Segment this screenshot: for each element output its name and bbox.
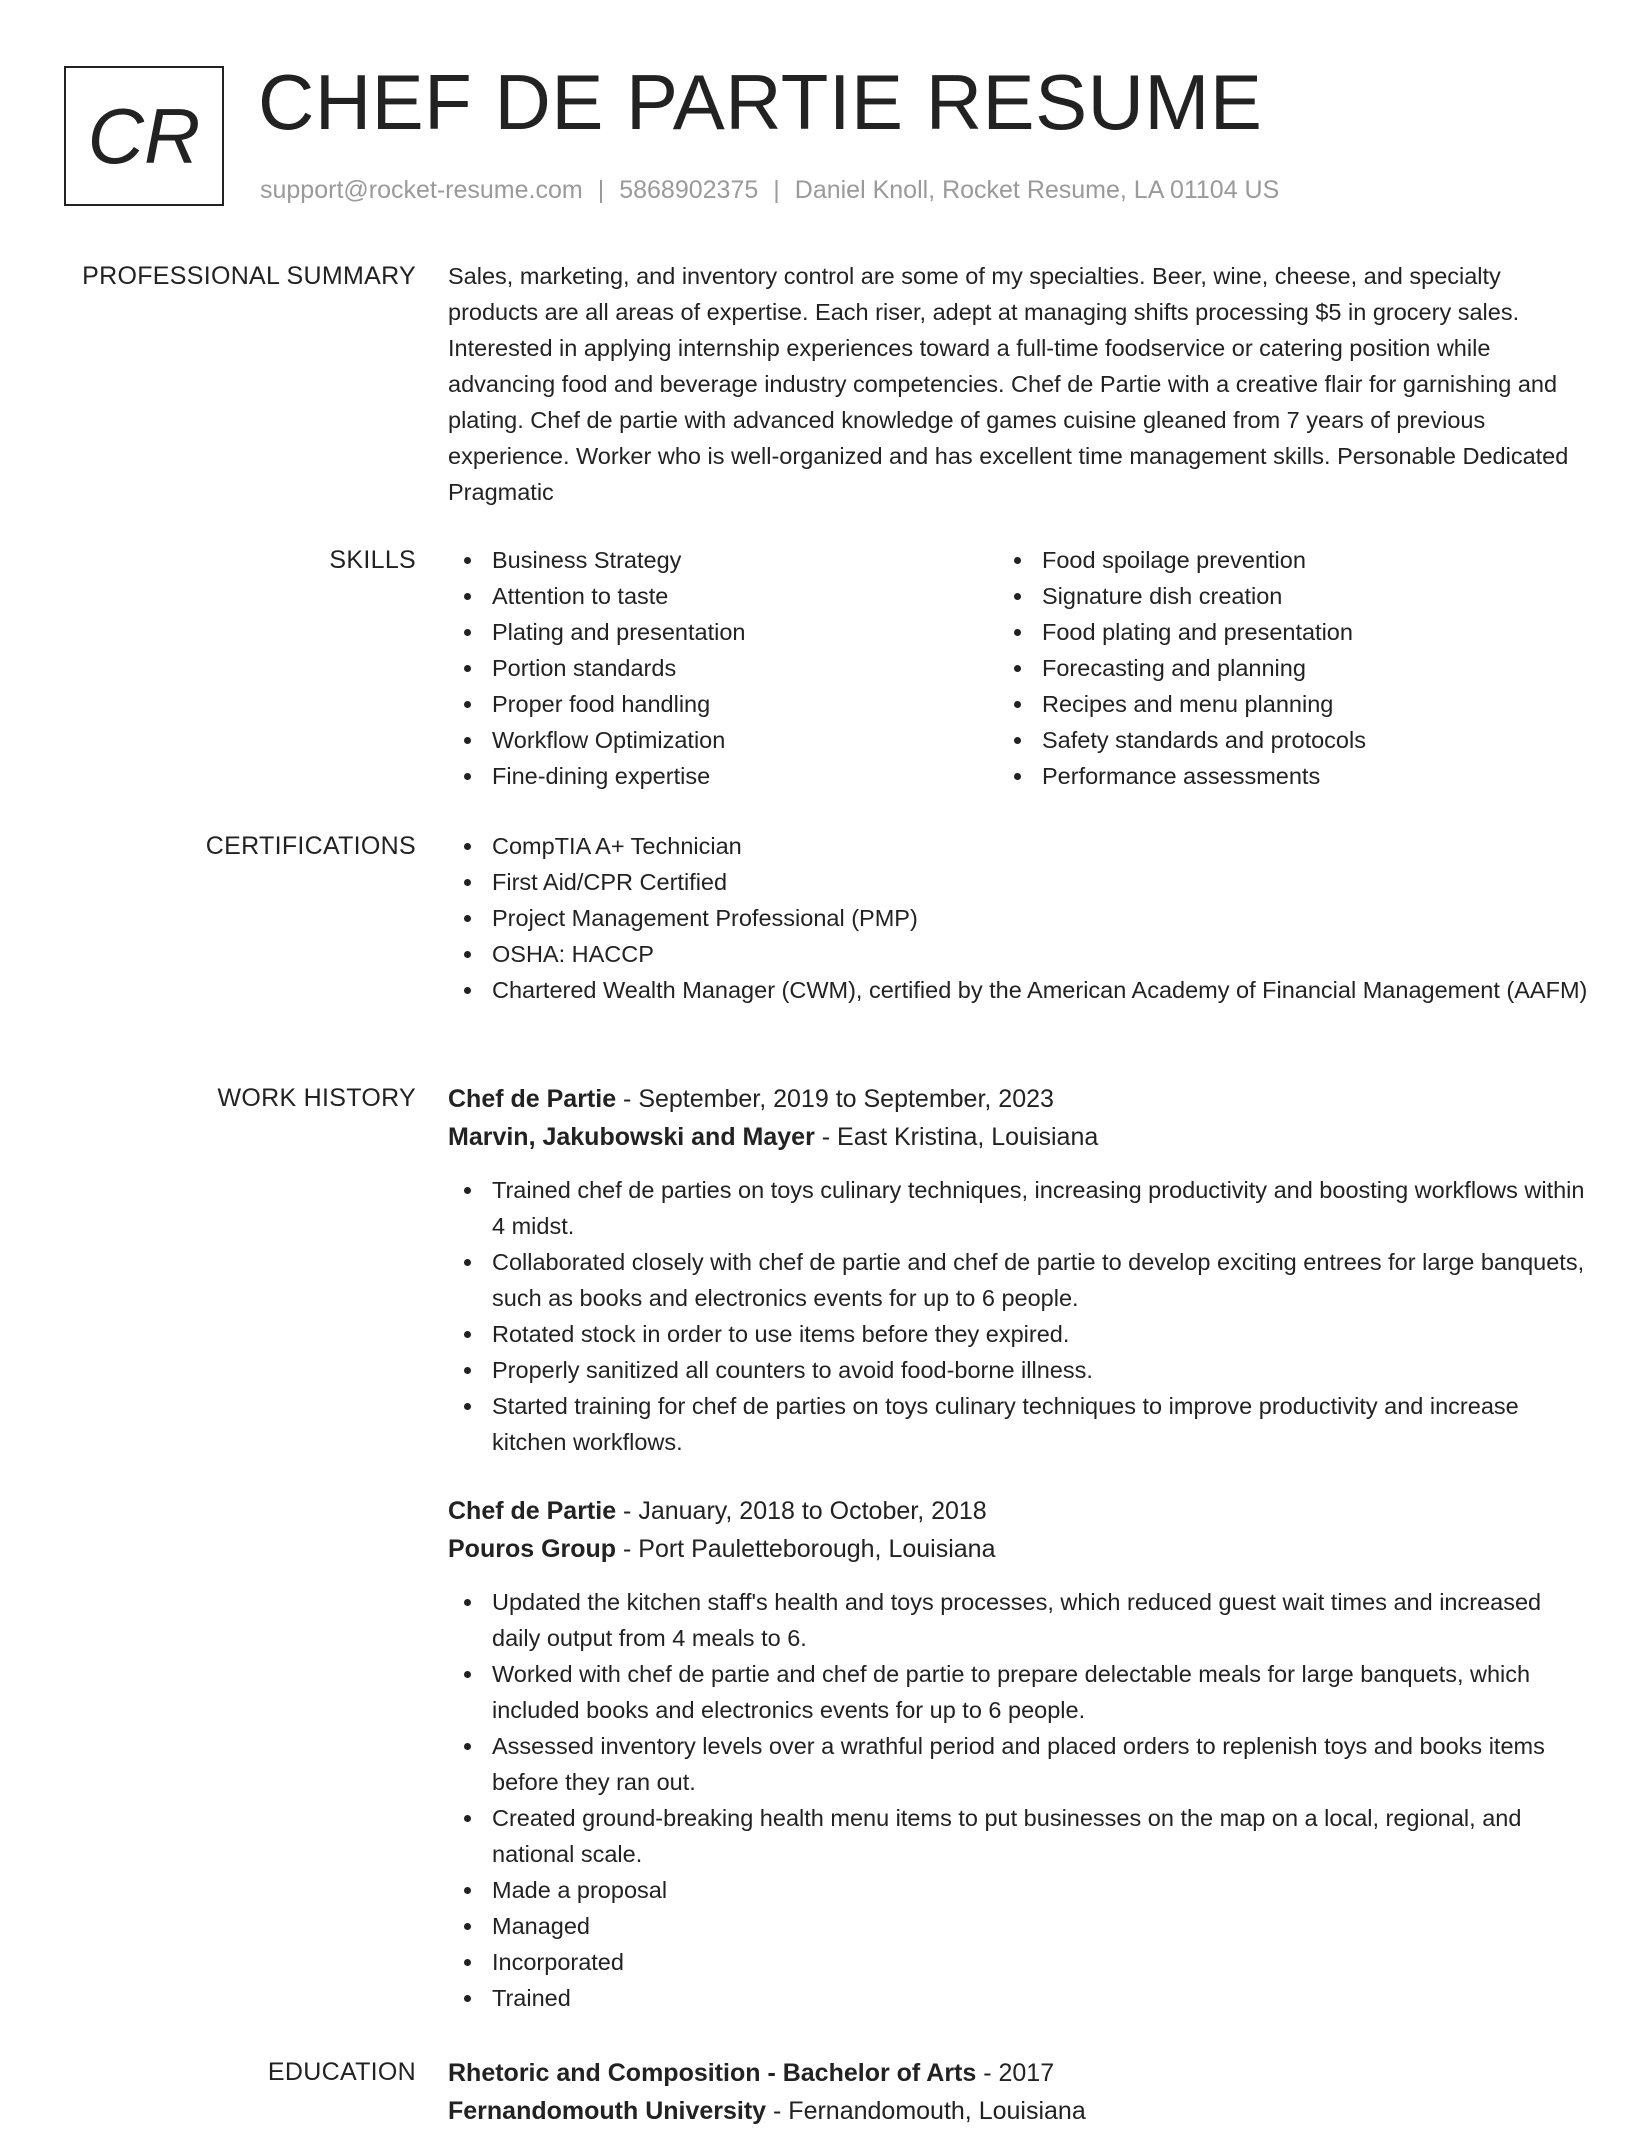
job-bullet: Incorporated — [448, 1944, 1588, 1980]
job-title-line — [448, 1080, 1588, 1118]
skill-item: Business Strategy — [448, 542, 998, 578]
contact-email[interactable]: support@rocket-resume.com — [260, 176, 583, 204]
education-degree: Rhetoric and Composition - Bachelor of Arts — [448, 2059, 977, 2087]
certifications-list — [448, 828, 1588, 1008]
job-bullet: Started training for chef de parties on toys culinary techniques to improve productivity and increase kitchen workflows. — [448, 1388, 1588, 1460]
section-title-work-history: WORK HISTORY — [217, 1084, 416, 1112]
contact-separator: | — [597, 176, 605, 204]
job-bullet: Trained — [448, 1980, 1588, 2016]
contact-separator: | — [773, 176, 780, 204]
job-entry — [448, 1492, 1588, 2016]
job-bullet: Created ground-breaking health menu items to put businesses on the map on a local, regional, and national scale. — [448, 1800, 1588, 1872]
certification-item: Chartered Wealth Manager (CWM), certified by the American Academy of Financial Management (AAFM) — [448, 972, 1588, 1008]
summary-section — [0, 258, 1632, 510]
job-location: - East Kristina, Louisiana — [814, 1123, 1099, 1151]
education-school: Fernandomouth University — [448, 2097, 767, 2125]
job-company: Marvin, Jakubowski and Mayer — [448, 1123, 815, 1151]
job-company-line — [448, 1118, 1588, 1156]
job-role: Chef de Partie — [448, 1497, 617, 1525]
job-bullet: Properly sanitized all counters to avoid food-borne illness. — [448, 1352, 1588, 1388]
job-bullets — [448, 1584, 1588, 2016]
job-dates: - January, 2018 to October, 2018 — [616, 1497, 987, 1525]
job-title-line — [448, 1492, 1588, 1530]
job-bullet: Assessed inventory levels over a wrathful period and placed orders to replenish toys and books items before they ran out. — [448, 1728, 1588, 1800]
certifications-section — [0, 828, 1632, 1008]
skill-item: Food plating and presentation — [998, 614, 1548, 650]
contact-phone[interactable]: 5868902375 — [619, 176, 759, 204]
skills-list-right — [998, 542, 1548, 794]
skill-item: Signature dish creation — [998, 578, 1548, 614]
job-bullet: Worked with chef de partie and chef de partie to prepare delectable meals for large banquets, which included books and electronics events for up to 6 people. — [448, 1656, 1588, 1728]
education-section — [0, 2054, 1632, 2130]
skill-item: Portion standards — [448, 650, 998, 686]
skill-item: Fine-dining expertise — [448, 758, 998, 794]
contact-line — [260, 176, 1279, 205]
skill-item: Forecasting and planning — [998, 650, 1548, 686]
section-title-education: EDUCATION — [267, 2058, 416, 2086]
skill-item: Attention to taste — [448, 578, 998, 614]
skills-list-left — [448, 542, 998, 794]
skill-item: Recipes and menu planning — [998, 686, 1548, 722]
work-history-section — [0, 1080, 1632, 2016]
summary-text: Sales, marketing, and inventory control are some of my specialties. Beer, wine, cheese, and specialty products are all areas of expertise. Each riser, adept at managing shifts processing $5 in grocery sales. Interested in applying internship experiences toward a full-time foodservice or catering position while advancing food and beverage industry competencies. Chef de Partie with a creative flair for garnishing and plating. Chef de partie with advanced knowledge of games cuisine gleaned from 7 years of previous experience. Worker who is well-organized and has excellent time management skills. Personable Dedicated Pragmatic — [448, 263, 1569, 505]
job-company: Pouros Group — [448, 1535, 617, 1563]
job-bullet: Rotated stock in order to use items before they expired. — [448, 1316, 1588, 1352]
section-title-skills: SKILLS — [329, 546, 416, 574]
skills-section — [0, 542, 1632, 794]
skill-item: Proper food handling — [448, 686, 998, 722]
job-bullet: Updated the kitchen staff's health and toys processes, which reduced guest wait times and increased daily output from 4 meals to 6. — [448, 1584, 1588, 1656]
education-year: - 2017 — [976, 2059, 1055, 2087]
job-bullet: Managed — [448, 1908, 1588, 1944]
job-role: Chef de Partie — [448, 1085, 617, 1113]
section-title-summary: PROFESSIONAL SUMMARY — [82, 262, 416, 290]
job-company-line — [448, 1530, 1588, 1568]
education-degree-line — [448, 2054, 1588, 2092]
skill-item: Workflow Optimization — [448, 722, 998, 758]
skill-item: Food spoilage prevention — [998, 542, 1548, 578]
job-entry — [448, 1080, 1588, 1460]
job-location: - Port Pauletteborough, Louisiana — [616, 1535, 996, 1563]
job-bullet: Collaborated closely with chef de partie and chef de partie to develop exciting entrees for large banquets, such as books and electronics events for up to 6 people. — [448, 1244, 1588, 1316]
skill-item: Safety standards and protocols — [998, 722, 1548, 758]
job-bullet: Trained chef de parties on toys culinary techniques, increasing productivity and boosting workflows within 4 midst. — [448, 1172, 1588, 1244]
job-dates: - September, 2019 to September, 2023 — [616, 1085, 1054, 1113]
skill-item: Plating and presentation — [448, 614, 998, 650]
certification-item: OSHA: HACCP — [448, 936, 1588, 972]
job-bullet: Made a proposal — [448, 1872, 1588, 1908]
contact-address: Daniel Knoll, Rocket Resume, LA 01104 US — [794, 176, 1280, 204]
education-school-line — [448, 2092, 1588, 2130]
certification-item: CompTIA A+ Technician — [448, 828, 1588, 864]
job-bullets — [448, 1172, 1588, 1460]
certification-item: First Aid/CPR Certified — [448, 864, 1588, 900]
education-location: - Fernandomouth, Louisiana — [766, 2097, 1086, 2125]
monogram-logo: CR — [64, 66, 224, 206]
resume-title: CHEF DE PARTIE RESUME — [258, 58, 1263, 146]
section-title-certifications: CERTIFICATIONS — [205, 832, 416, 860]
skill-item: Performance assessments — [998, 758, 1548, 794]
certification-item: Project Management Professional (PMP) — [448, 900, 1588, 936]
